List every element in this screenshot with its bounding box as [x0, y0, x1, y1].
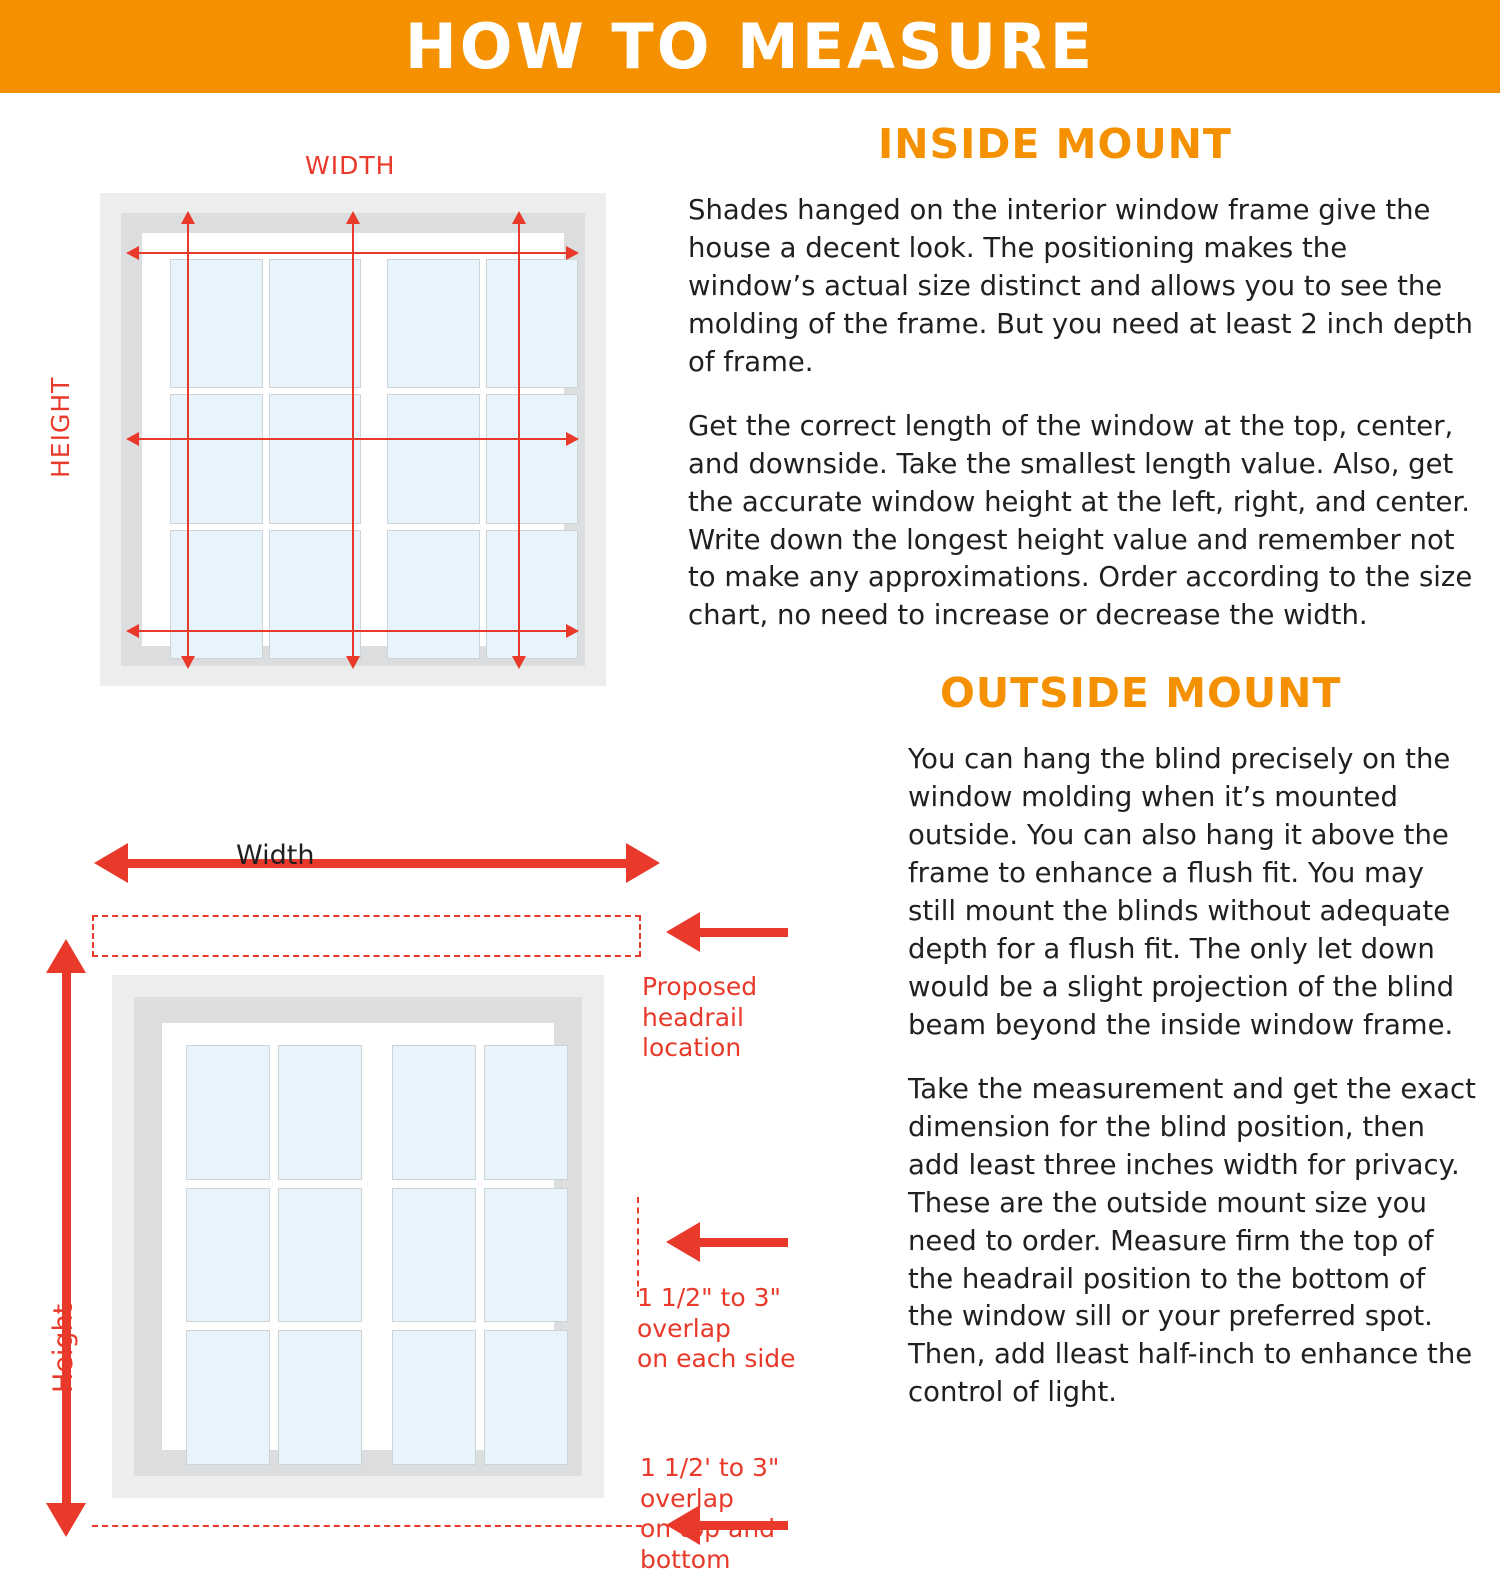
inside-mount-section	[668, 120, 1488, 635]
window-pane	[392, 1330, 476, 1465]
window-pane	[269, 530, 362, 659]
width-arrow-left-top	[126, 246, 139, 260]
window-pane	[186, 1045, 270, 1180]
height-measure-line-right	[518, 221, 520, 659]
text-column	[668, 120, 1488, 1412]
window-pane	[278, 1330, 362, 1465]
window-pane	[387, 259, 480, 388]
inside-mount-diagram	[0, 93, 660, 718]
window-pane	[486, 394, 579, 523]
side-overlap-note-line1: 1 1/2" to 3" overlap	[637, 1283, 781, 1343]
outside-mount-body	[668, 741, 1488, 1412]
height-arrow-top-left	[181, 211, 195, 224]
window-pane	[486, 530, 579, 659]
outside-height-arrow-bottom	[46, 1503, 86, 1537]
window-frame-inner-2	[162, 1023, 554, 1450]
inside-mount-paragraph-1: Shades hanged on the interior window frame give the house a decent look. The positioning makes the window’s actual size distinct and allows you to see the molding of the frame. But you need at least 2 inch depth of frame.	[688, 194, 1473, 378]
width-arrow-right-bottom	[566, 624, 579, 638]
window-mullion	[367, 530, 381, 659]
height-arrow-bottom-center	[346, 656, 360, 669]
height-arrow-top-right	[512, 211, 526, 224]
proposed-headrail-note-line2: location	[642, 1033, 742, 1062]
window-pane	[170, 259, 263, 388]
width-arrow-left-bottom	[126, 624, 139, 638]
outside-mount-diagram	[0, 723, 796, 1574]
outside-mount-paragraph-2: Take the measurement and get the exact dimension for the blind position, then add least three inches width for privacy. These are the outside mount size you need to order. Measure firm the top of the headrail position to the bottom of the window sill or your preferred spot. Then, add lleast half-inch to enhance the control of light.	[908, 1072, 1476, 1409]
window-pane	[186, 1330, 270, 1465]
height-arrow-bottom-right	[512, 656, 526, 669]
height-measure-line-left	[187, 221, 189, 659]
window-pane	[269, 394, 362, 523]
window-pane	[186, 1188, 270, 1323]
diagrams-column	[0, 93, 796, 1574]
window-pane	[278, 1188, 362, 1323]
window-frame-middle-2	[134, 997, 582, 1476]
topbottom-overlap-note-line2: on top and bottom	[640, 1514, 776, 1574]
outside-width-arrow-line	[128, 859, 626, 868]
window-mullion	[367, 394, 381, 523]
side-overlap-note-line2: on each side	[637, 1344, 796, 1373]
inside-height-label: HEIGHT	[46, 376, 75, 478]
width-arrow-right-center	[566, 432, 579, 446]
window-pane	[484, 1045, 568, 1180]
window-pane	[278, 1045, 362, 1180]
window-pane	[170, 394, 263, 523]
outside-mount-section	[668, 669, 1488, 1412]
inside-width-label: WIDTH	[305, 151, 396, 180]
window-pane	[387, 530, 480, 659]
window-pane	[484, 1330, 568, 1465]
window-pane	[170, 530, 263, 659]
outside-height-label: Height	[48, 1303, 79, 1393]
proposed-headrail-box	[92, 915, 641, 957]
topbottom-overlap-note-line1: 1 1/2' to 3" overlap	[640, 1453, 780, 1513]
page-header	[0, 0, 1500, 93]
window-pane	[269, 259, 362, 388]
height-arrow-bottom-left	[181, 656, 195, 669]
height-measure-line-center	[352, 221, 354, 659]
outside-height-arrow-line	[62, 973, 71, 1503]
window-panes-grid	[170, 259, 578, 659]
window-frame-outer-2	[112, 975, 604, 1498]
window-pane	[392, 1045, 476, 1180]
outside-width-arrow-right	[626, 843, 660, 883]
window-pane	[486, 259, 579, 388]
width-arrow-left-center	[126, 432, 139, 446]
width-arrow-right-top	[566, 246, 579, 260]
side-overlap-dashed-line	[637, 1197, 639, 1297]
outside-width-label: Width	[236, 840, 315, 871]
inside-mount-title: INSIDE MOUNT	[878, 120, 1232, 168]
inside-mount-paragraph-2: Get the correct length of the window at the top, center, and downside. Take the smallest length value. Also, get the accurate window height at the left, right, and center. Write down the longest height value and remember not to make any approximations. Order according to the size chart, no need to increase or decrease the width.	[688, 409, 1473, 632]
window-pane	[387, 394, 480, 523]
window-panes-grid-2	[186, 1045, 568, 1465]
height-arrow-top-center	[346, 211, 360, 224]
window-mullion	[370, 1045, 384, 1180]
window-mullion	[370, 1188, 384, 1323]
outside-height-arrow-top	[46, 939, 86, 973]
window-mullion	[367, 259, 381, 388]
outside-width-arrow-left	[94, 843, 128, 883]
outside-mount-paragraph-1: You can hang the blind precisely on the window molding when it’s mounted outside. You can also hang it above the frame to enhance a flush fit. You may still mount the blinds without adequate depth for a flush fit. The only let down would be a slight projection of the blind beam beyond the inside window frame.	[908, 743, 1455, 1041]
window-pane	[392, 1188, 476, 1323]
window-mullion	[370, 1330, 384, 1465]
topbottom-overlap-note	[640, 1453, 870, 1575]
bottom-overlap-dashed-line	[92, 1525, 642, 1527]
proposed-headrail-note-line1: Proposed headrail	[642, 972, 758, 1032]
outside-mount-title: OUTSIDE MOUNT	[940, 669, 1342, 718]
page-title: HOW TO MEASURE	[404, 9, 1096, 83]
window-pane	[484, 1188, 568, 1323]
